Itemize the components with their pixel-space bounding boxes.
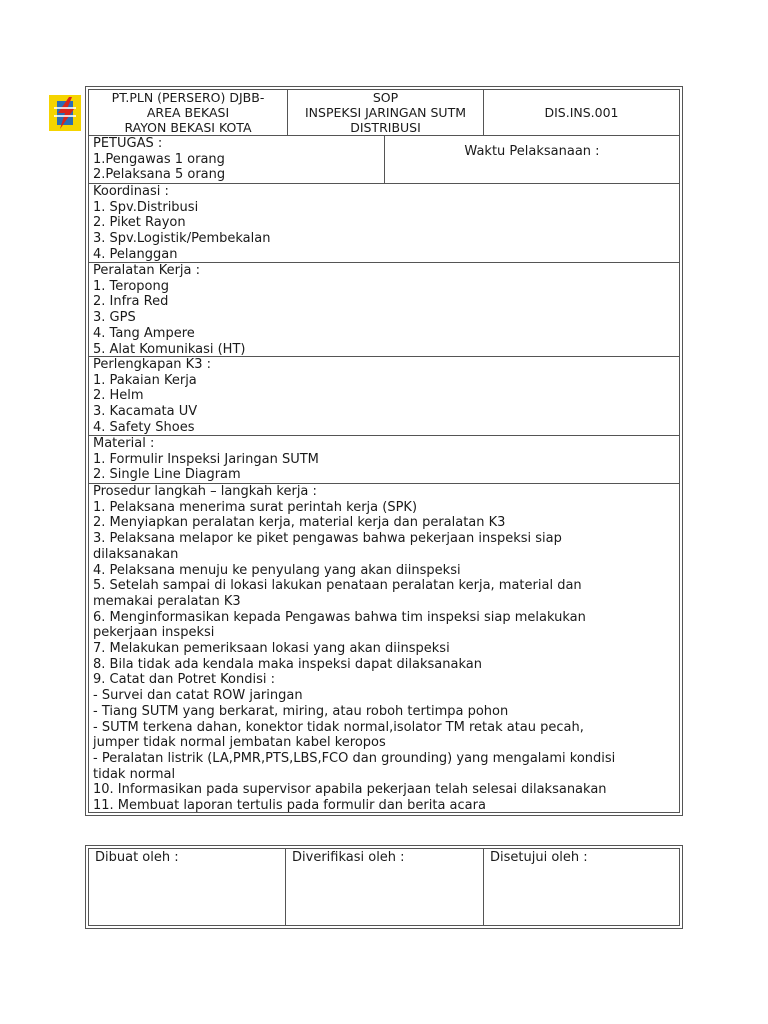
k3-item: 2. Helm	[93, 388, 144, 404]
peralatan-item: 5. Alat Komunikasi (HT)	[93, 341, 246, 357]
prosedur-line: 5. Setelah sampai di lokasi lakukan penataan peralatan kerja, material dan	[93, 578, 582, 594]
prosedur-line: - Survei dan catat ROW jaringan	[93, 688, 303, 704]
waktu-label: Waktu Pelaksanaan :	[464, 144, 600, 159]
peralatan-item: 2. Infra Red	[93, 294, 169, 310]
pln-lightning-logo-icon	[49, 95, 81, 131]
petugas-item: 2.Pelaksana 5 orang	[93, 167, 226, 183]
koordinasi-item: 1. Spv.Distribusi	[93, 199, 199, 215]
prosedur-section	[89, 484, 679, 814]
disetujui-label: Disetujui oleh :	[490, 850, 588, 865]
prosedur-line: pekerjaan inspeksi	[93, 625, 215, 641]
company-line: AREA BEKASI	[146, 105, 230, 120]
koordinasi-label: Koordinasi :	[93, 184, 169, 199]
k3-item: 1. Pakaian Kerja	[93, 372, 197, 388]
prosedur-line: 7. Melakukan pemeriksaan lokasi yang akan diinspeksi	[93, 641, 450, 657]
doc-code-cell	[484, 90, 679, 135]
prosedur-line: 2. Menyiapkan peralatan kerja, material kerja dan peralatan K3	[93, 515, 506, 531]
header-row	[89, 90, 679, 136]
diverifikasi-cell	[286, 849, 484, 925]
prosedur-line: 10. Informasikan pada supervisor apabila pekerjaan telah selesai dilaksanakan	[93, 782, 607, 798]
prosedur-line: dilaksanakan	[93, 546, 179, 562]
sop-title-line: SOP	[372, 90, 399, 105]
sop-table	[85, 86, 683, 816]
doc-code: DIS.INS.001	[544, 105, 619, 120]
peralatan-item: 4. Tang Ampere	[93, 325, 195, 341]
petugas-cell	[89, 136, 385, 183]
prosedur-line: 11. Membuat laporan tertulis pada formulir dan berita acara	[93, 798, 486, 814]
k3-label: Perlengkapan K3 :	[93, 357, 211, 372]
signature-table	[85, 845, 683, 929]
material-section	[89, 436, 679, 484]
prosedur-line: - Peralatan listrik (LA,PMR,PTS,LBS,FCO dan grounding) yang mengalami kondisi	[93, 750, 616, 766]
material-label: Material :	[93, 436, 155, 451]
prosedur-line: 6. Menginformasikan kepada Pengawas bahwa tim inspeksi siap melakukan	[93, 609, 586, 625]
prosedur-line: 3. Pelaksana melapor ke piket pengawas bahwa pekerjaan inspeksi siap	[93, 531, 562, 547]
prosedur-label: Prosedur langkah – langkah kerja :	[93, 484, 317, 499]
peralatan-item: 3. GPS	[93, 310, 136, 326]
material-item: 1. Formulir Inspeksi Jaringan SUTM	[93, 451, 319, 467]
sop-title-cell	[288, 90, 484, 135]
prosedur-line: - SUTM terkena dahan, konektor tidak normal,isolator TM retak atau pecah,	[93, 719, 584, 735]
k3-item: 3. Kacamata UV	[93, 404, 198, 420]
sop-title-line: DISTRIBUSI	[350, 120, 421, 135]
peralatan-label: Peralatan Kerja :	[93, 263, 201, 278]
company-line: RAYON BEKASI KOTA	[124, 120, 252, 135]
company-line: PT.PLN (PERSERO) DJBB-	[111, 90, 265, 105]
petugas-row	[89, 136, 679, 184]
peralatan-section	[89, 263, 679, 357]
sop-title-line: INSPEKSI JARINGAN SUTM	[304, 105, 466, 120]
dibuat-cell	[89, 849, 286, 925]
waktu-cell	[385, 136, 679, 183]
pln-logo	[49, 95, 81, 131]
koordinasi-item: 4. Pelanggan	[93, 246, 178, 262]
prosedur-line: jumper tidak normal jembatan kabel keropos	[93, 735, 386, 751]
material-item: 2. Single Line Diagram	[93, 467, 241, 483]
prosedur-line: - Tiang SUTM yang berkarat, miring, atau roboh tertimpa pohon	[93, 703, 509, 719]
petugas-item: 1.Pengawas 1 orang	[93, 151, 225, 167]
petugas-label: PETUGAS :	[93, 136, 163, 151]
koordinasi-item: 2. Piket Rayon	[93, 215, 186, 231]
k3-section	[89, 357, 679, 436]
koordinasi-item: 3. Spv.Logistik/Pembekalan	[93, 231, 271, 247]
koordinasi-section	[89, 184, 679, 263]
prosedur-line: memakai peralatan K3	[93, 593, 241, 609]
prosedur-line: 8. Bila tidak ada kendala maka inspeksi dapat dilaksanakan	[93, 656, 482, 672]
k3-item: 4. Safety Shoes	[93, 419, 195, 435]
prosedur-line: 1. Pelaksana menerima surat perintah kerja (SPK)	[93, 499, 418, 515]
prosedur-line: 4. Pelaksana menuju ke penyulang yang akan diinspeksi	[93, 562, 461, 578]
prosedur-line: tidak normal	[93, 766, 176, 782]
prosedur-line: 9. Catat dan Potret Kondisi :	[93, 672, 276, 688]
diverifikasi-label: Diverifikasi oleh :	[292, 850, 405, 865]
disetujui-cell	[484, 849, 679, 925]
company-cell	[89, 90, 288, 135]
peralatan-item: 1. Teropong	[93, 278, 169, 294]
dibuat-label: Dibuat oleh :	[95, 850, 179, 865]
